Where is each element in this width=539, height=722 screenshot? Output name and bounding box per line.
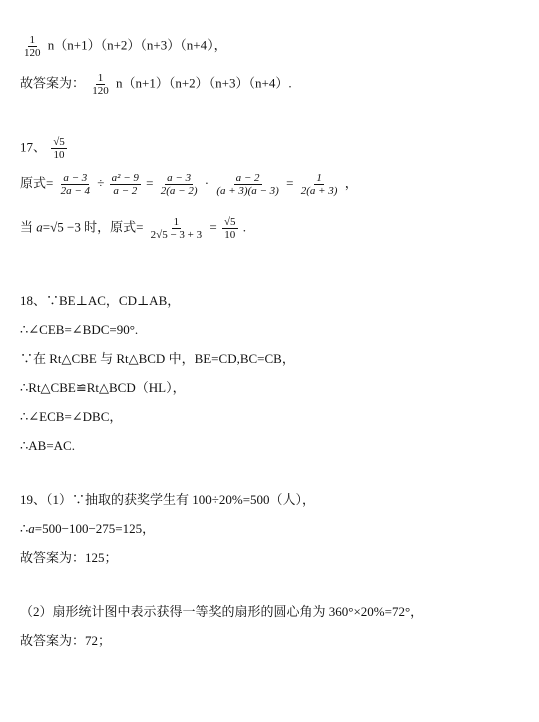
fraction-denominator: 2(a − 2) — [160, 185, 198, 197]
fraction-numerator: a − 3 — [63, 172, 88, 184]
q19-line2 — [20, 520, 155, 538]
q16-line1 — [20, 34, 227, 59]
operator: = — [286, 175, 294, 191]
fraction-numerator: 1 — [173, 216, 180, 228]
operator: = — [146, 175, 154, 191]
therefore-symbol: ∴ — [20, 521, 29, 536]
fraction-numerator: 1 — [316, 172, 322, 184]
q18-line6: ∴AB=AC. — [20, 438, 75, 453]
q18-line2: ∴∠CEB=∠BDC=90°. — [20, 322, 139, 337]
expression: n（n+1）（n+2）（n+3）（n+4）， — [47, 37, 227, 53]
q18-line4: ∴Rt△CBE≌Rt△BCD（HL）， — [20, 380, 186, 395]
fraction-numerator: √5 — [223, 216, 236, 228]
fraction — [51, 136, 67, 161]
fraction — [149, 216, 204, 241]
fraction-denominator: 120 — [24, 47, 41, 59]
q19-line4: （2）扇形统计图中表示获得一等奖的扇形的圆心角为 360°×20%=72°， — [20, 604, 424, 619]
q17-substitution — [20, 216, 246, 241]
fraction-denominator: 2(a + 3) — [300, 185, 338, 197]
q19-line3: 故答案为：125； — [20, 550, 118, 565]
fraction — [90, 72, 111, 97]
fraction-numerator: a − 3 — [167, 172, 192, 184]
fraction-denominator: 2a − 4 — [60, 185, 91, 197]
operator: · — [204, 175, 210, 191]
punctuation: ， — [344, 175, 358, 191]
operator: ÷ — [97, 175, 105, 191]
text: 当 — [20, 219, 37, 235]
fraction — [214, 172, 281, 197]
answer-prefix: 故答案为： — [20, 75, 86, 91]
fraction — [222, 216, 238, 241]
q18-line3: ∵在 Rt△CBE 与 Rt△BCD 中，BE=CD,BC=CB， — [20, 351, 295, 366]
fraction-numerator: a − 2 — [235, 172, 260, 184]
q19-line1: 19、（1）∵抽取的获奖学生有 100÷20%=500（人）， — [20, 492, 316, 507]
fraction-numerator: a² − 9 — [111, 172, 139, 184]
fraction — [110, 172, 141, 197]
punctuation: . — [242, 219, 246, 235]
q17-answer — [20, 136, 69, 161]
text: =√5 −3 时，原式= — [42, 219, 144, 235]
fraction-numerator: √5 — [53, 136, 65, 148]
fraction-denominator: 2√5 − 3 + 3 — [150, 229, 203, 241]
variable: a — [28, 521, 35, 536]
fraction-numerator: 1 — [29, 34, 35, 46]
variable: a — [36, 219, 43, 235]
fraction — [59, 172, 92, 197]
fraction-numerator: 1 — [97, 72, 104, 84]
operator: = — [209, 219, 217, 235]
fraction-denominator: (a + 3)(a − 3) — [216, 185, 279, 197]
fraction — [22, 34, 43, 59]
label: 原式= — [20, 175, 54, 191]
q17-simplification — [20, 172, 358, 197]
q18-line5: ∴∠ECB=∠DBC， — [20, 409, 123, 424]
q18-line1: 18、∵BE⊥AC，CD⊥AB， — [20, 293, 181, 308]
question-number: 17、 — [20, 139, 47, 155]
q16-line2 — [20, 72, 292, 97]
equation: =500−100−275=125， — [34, 521, 156, 536]
q19-line5: 故答案为：72； — [20, 633, 112, 648]
fraction-denominator: 10 — [224, 229, 236, 241]
expression: n（n+1）（n+2）（n+3）（n+4）. — [116, 75, 292, 91]
fraction-denominator: 10 — [53, 149, 65, 161]
fraction-denominator: a − 2 — [113, 185, 138, 197]
fraction-denominator: 120 — [92, 85, 109, 97]
fraction — [159, 172, 200, 197]
fraction — [299, 172, 340, 197]
